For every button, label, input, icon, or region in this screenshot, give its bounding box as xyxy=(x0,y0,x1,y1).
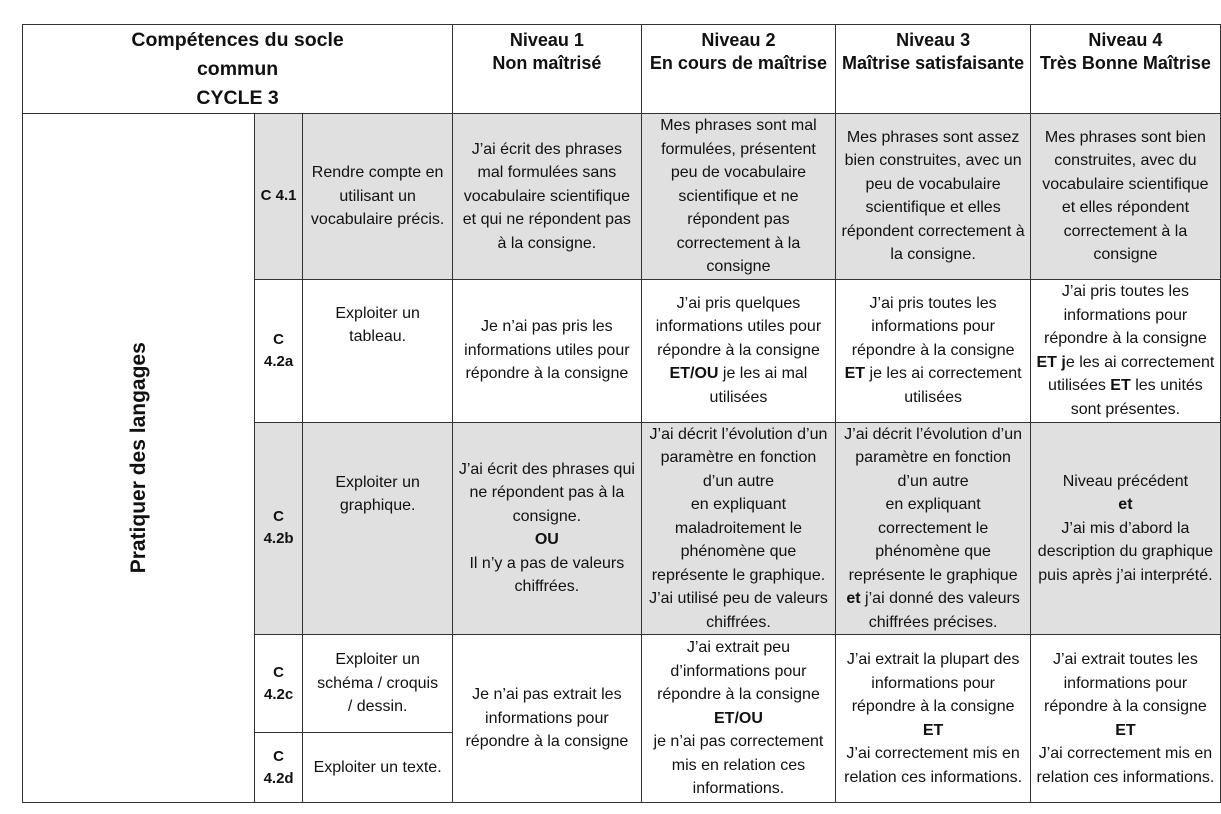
level-4-header: Niveau 4 Très Bonne Maîtrise xyxy=(1030,25,1220,114)
level-1-cell: J’ai écrit des phrases mal formulées sans vocabulaire scientifique et qui ne répondent pas à la consigne. xyxy=(453,114,641,280)
level-4-cell: J’ai extrait toutes les informations pour répondre à la consigne ET J’ai correctement mis en relation ces informations. xyxy=(1030,635,1220,803)
skill-cell: Exploiter un texte. xyxy=(303,733,453,803)
level-1-header: Niveau 1 Non maîtrisé xyxy=(453,25,641,114)
level-3-cell: Mes phrases sont assez bien construites, avec un peu de vocabulaire scientifique et elles répondent correctement à la consigne. xyxy=(836,114,1030,280)
level-2-cell: Mes phrases sont mal formulées, présentent peu de vocabulaire scientifique et ne répondent pas correctement à la consigne xyxy=(641,114,836,280)
level-3-cell: J’ai décrit l’évolution d’un paramètre en fonction d’un autre en expliquant correctement le phénomène que représente le graphique et j’ai donné des valeurs chiffrées précises. xyxy=(836,422,1030,635)
level-3-cell: J’ai extrait la plupart des informations pour répondre à la consigne ET J’ai correctement mis en relation ces informations. xyxy=(836,635,1030,803)
domain-label-cell xyxy=(23,114,255,803)
level-1-cell: J’ai écrit des phrases qui ne répondent pas à la consigne. OU Il n’y a pas de valeurs chiffrées. xyxy=(453,422,641,635)
level-2-cell: J’ai décrit l’évolution d’un paramètre en fonction d’un autre en expliquant maladroitement le phénomène que représente le graphique. J’ai utilisé peu de valeurs chiffrées. xyxy=(641,422,836,635)
competency-code: C 4.2a xyxy=(255,279,303,422)
skill-cell: Exploiter un schéma / croquis / dessin. xyxy=(303,635,453,733)
competency-grid xyxy=(22,24,1221,803)
level-4-cell: Niveau précédent et J’ai mis d’abord la description du graphique puis après j’ai interprété. xyxy=(1030,422,1220,635)
competency-code: C 4.2c xyxy=(255,635,303,733)
level-3-cell: J’ai pris toutes les informations pour répondre à la consigne ET je les ai correctement utilisées xyxy=(836,279,1030,422)
level-2-header: Niveau 2 En cours de maîtrise xyxy=(641,25,836,114)
level-2-cell: J’ai pris quelques informations utiles pour répondre à la consigne ET/OU je les ai mal utilisées xyxy=(641,279,836,422)
level-1-cell: Je n’ai pas pris les informations utiles pour répondre à la consigne xyxy=(453,279,641,422)
competency-code: C 4.1 xyxy=(255,114,303,280)
skill-cell: Exploiter un tableau. xyxy=(303,279,453,422)
level-4-cell: J’ai pris toutes les informations pour répondre à la consigne ET je les ai correctement utilisées ET les unités sont présentes. xyxy=(1030,279,1220,422)
level-3-header: Niveau 3 Maîtrise satisfaisante xyxy=(836,25,1030,114)
level-1-cell: Je n’ai pas extrait les informations pour répondre à la consigne xyxy=(453,635,641,803)
domain-label: Pratiquer des langages xyxy=(126,342,150,574)
header-row xyxy=(23,25,1221,114)
level-2-cell: J’ai extrait peu d’informations pour répondre à la consigne ET/OU je n’ai pas correctement mis en relation ces informations. xyxy=(641,635,836,803)
skill-cell: Rendre compte en utilisant un vocabulaire précis. xyxy=(303,114,453,280)
level-4-cell: Mes phrases sont bien construites, avec du vocabulaire scientifique et elles répondent correctement à la consigne xyxy=(1030,114,1220,280)
table-row xyxy=(23,114,1221,280)
corner-header: Compétences du socle commun CYCLE 3 xyxy=(23,25,453,114)
competency-code: C 4.2b xyxy=(255,422,303,635)
skill-cell: Exploiter un graphique. xyxy=(303,422,453,635)
competency-code: C 4.2d xyxy=(255,733,303,803)
